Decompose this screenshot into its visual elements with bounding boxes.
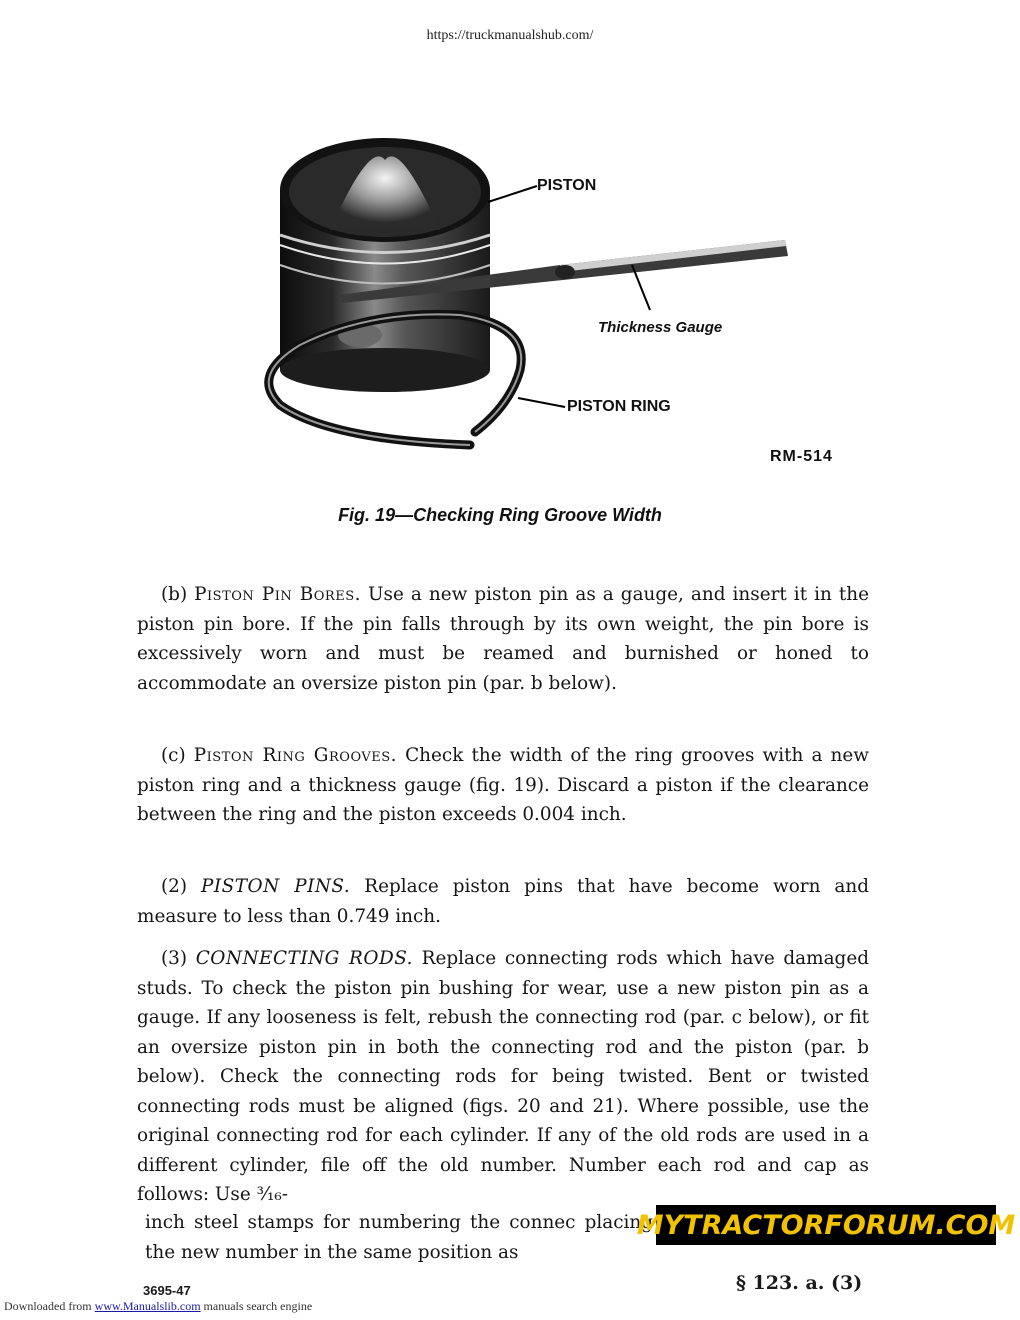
paragraph-text: Replace piston pins that have become worn and measure to less than 0.749 inch.: [137, 876, 870, 927]
piston-body: [280, 138, 490, 392]
paragraph-text: Use a new piston pin as a gauge, and insert it in the piston pin bore. If the pin falls through by its own weight, the pin bore is excessively worn and must be reamed and burnished or honed to accommodate an oversize piston pin (par. b below).: [137, 584, 870, 694]
download-footer: [4, 1299, 312, 1314]
paragraph-text: Replace connecting rods which have damaged studs. To check the piston pin bushing for wear, use a new piston pin as a gauge. If any looseness is felt, rebush the connecting rod (par. c below), or fit an oversize piston pin in both the connecting rod and the piston (par. b below). Check the connecting rods for being twisted. Bent or twisted connecting rods must be aligned (figs. 20 and 21). Where possible, use the original connecting rod for each cylinder. If any of the old rods are used in a different cylinder, file off the old number. Number each rod and cap as follows: Use ³⁄₁₆-: [137, 948, 869, 1205]
gauge-leader: [632, 265, 650, 310]
paragraph-lead: (c): [161, 745, 194, 766]
piston-figure: [260, 120, 860, 480]
footer-suffix: manuals search engine: [200, 1299, 313, 1313]
paragraph-piston-pin-bores: [137, 580, 869, 698]
logo-text: MYTRACTORFORUM.COM: [636, 1209, 1016, 1241]
piston-label: PISTON: [537, 177, 597, 194]
document-code: 3695-47: [143, 1283, 191, 1298]
figure-reference: RM-514: [770, 448, 833, 465]
footer-prefix: Downloaded from: [4, 1299, 95, 1313]
paragraph-text: Check the width of the ring grooves with a new piston ring and a thickness gauge (fig. 19). Discard a piston if the clearance between the ring and the piston exceeds 0.004 inch.: [137, 745, 869, 825]
paragraph-lead: (b): [161, 584, 195, 605]
piston-leader: [488, 186, 537, 202]
manualslib-link[interactable]: www.Manualslib.com: [94, 1299, 201, 1313]
paragraph-heading: CONNECTING RODS.: [195, 948, 413, 969]
paragraph-lead: (3): [161, 948, 196, 969]
paragraph-piston-pins: [137, 872, 869, 931]
paragraph-continued: inch steel stamps for numbering the connec placing the new number in the same position as: [145, 1212, 653, 1263]
paragraph-connecting-rods: [137, 944, 869, 1210]
ring-leader: [518, 398, 565, 407]
paragraph-piston-ring-grooves: [137, 741, 869, 830]
paragraph-heading: Piston Ring Grooves.: [193, 745, 398, 766]
paragraph-heading: Piston Pin Bores.: [194, 584, 361, 605]
piston-ring-label: PISTON RING: [567, 398, 671, 415]
paragraph-lead: (2): [161, 876, 202, 897]
paragraph-heading: PISTON PINS.: [201, 876, 351, 897]
section-reference: § 123. a. (3): [736, 1272, 863, 1294]
source-url[interactable]: https://truckmanualshub.com/: [426, 28, 594, 43]
mytractorforum-logo: [636, 1205, 1016, 1245]
figure-caption: Fig. 19—Checking Ring Groove Width: [338, 505, 662, 525]
thickness-gauge-label: Thickness Gauge: [598, 319, 723, 336]
